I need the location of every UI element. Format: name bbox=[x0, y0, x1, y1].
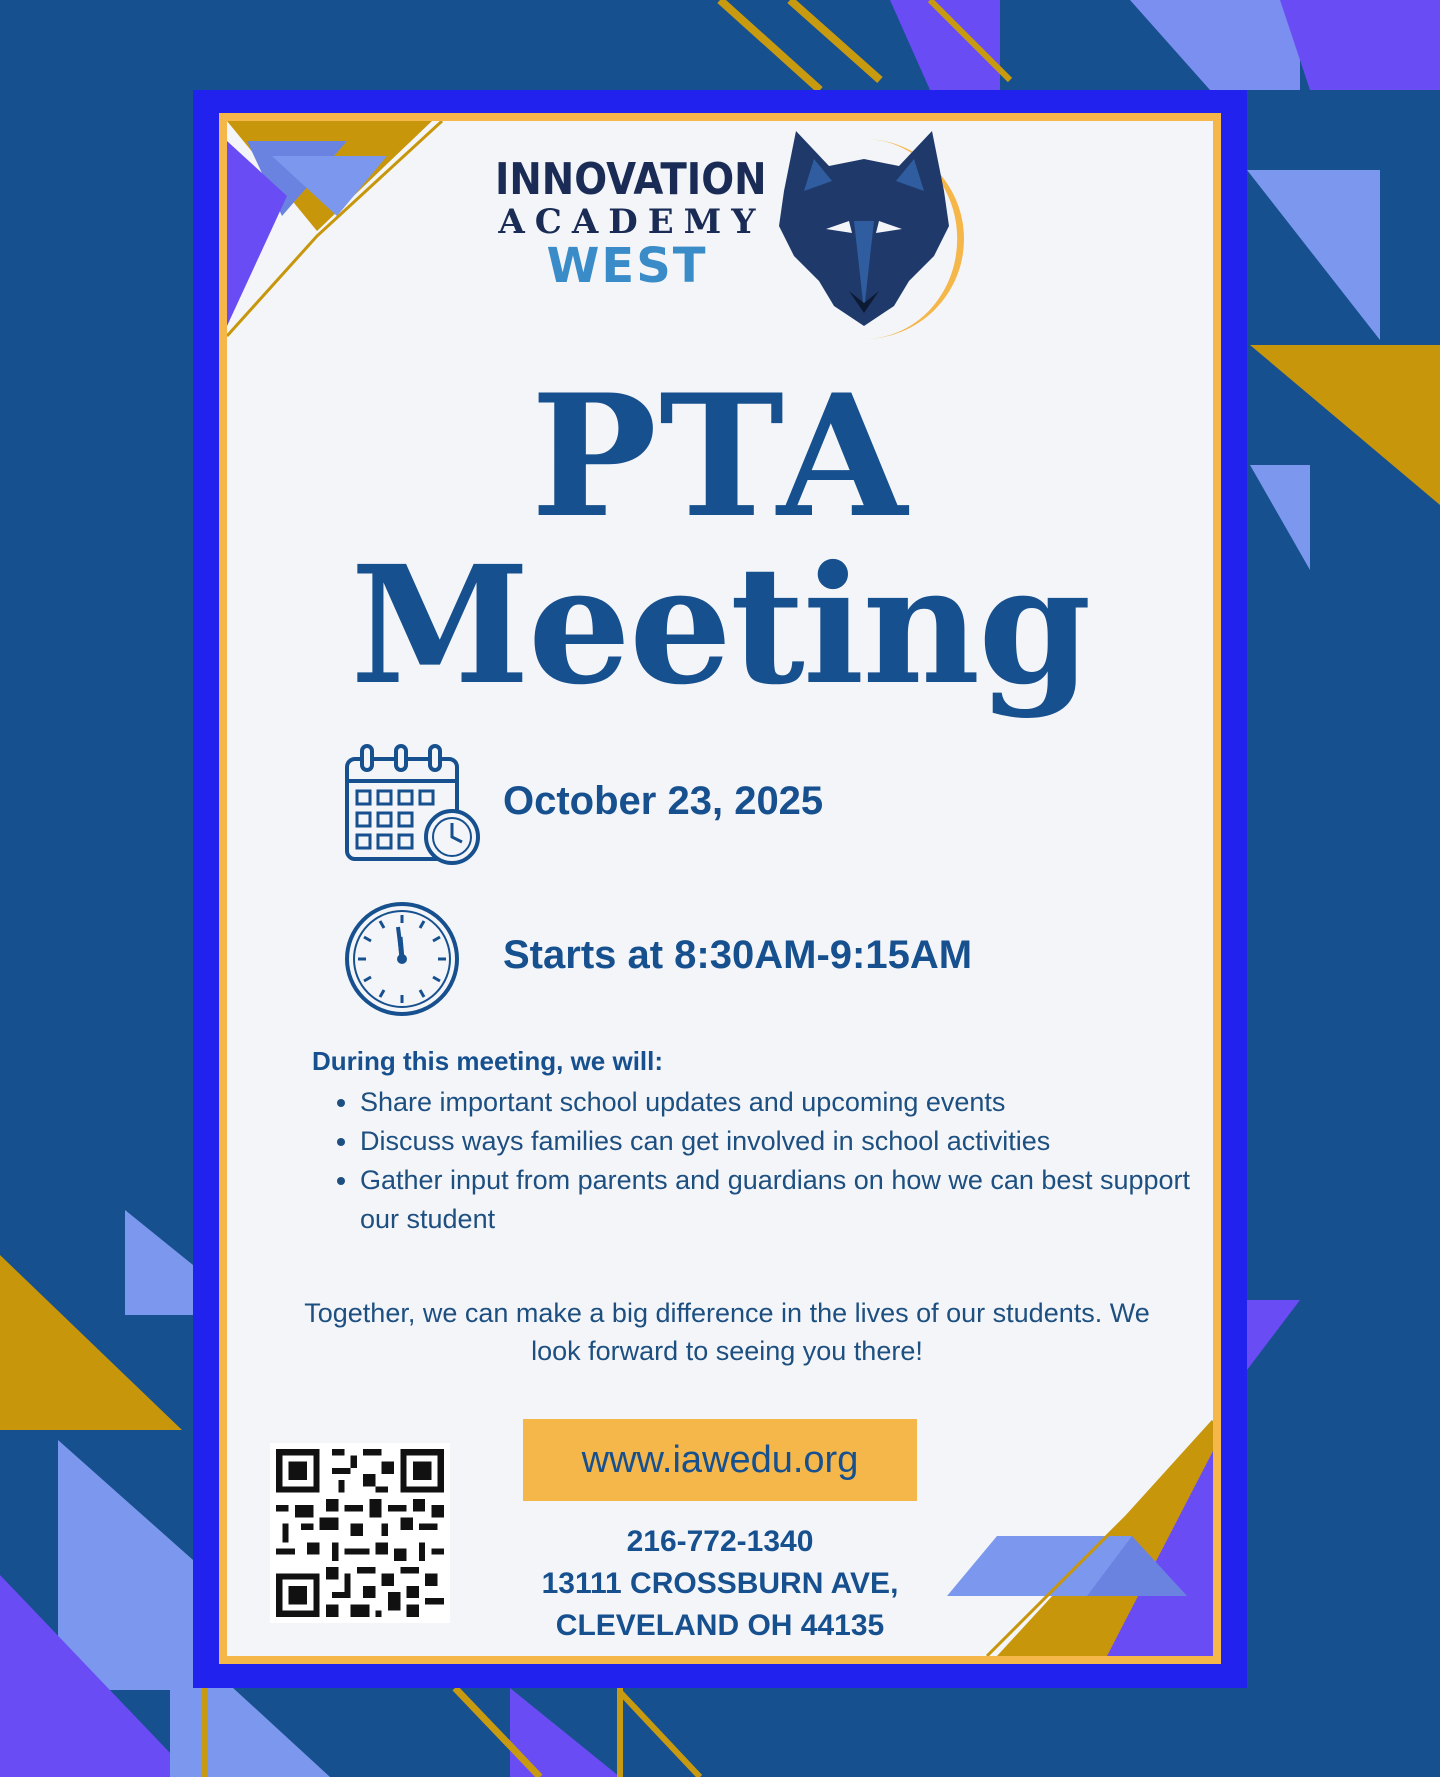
address-line-2: CLEVELAND OH 44135 bbox=[555, 1609, 885, 1642]
phone-number: 216-772-1340 bbox=[626, 1525, 814, 1558]
clock-icon bbox=[342, 899, 462, 1019]
page-title-pta: PTA bbox=[530, 357, 910, 555]
logo-line-west: WEST bbox=[546, 238, 708, 294]
flyer-paper bbox=[227, 121, 1213, 1656]
page-title-meeting: Meeting bbox=[350, 531, 1090, 721]
event-time: Starts at 8:30AM-9:15AM bbox=[503, 933, 973, 977]
wolf-crescent-icon bbox=[744, 121, 984, 341]
agenda-item: • Gather input from parents and guardians on how we can best support our student bbox=[360, 1161, 1190, 1239]
qr-code-icon[interactable] bbox=[270, 1443, 450, 1623]
logo-line-academy: ACADEMY bbox=[498, 202, 766, 242]
closing-message: Together, we can make a big difference in the lives of our students. We look forward to seeing you there! bbox=[304, 1298, 1150, 1366]
website-link[interactable]: www.iawedu.org bbox=[523, 1419, 917, 1501]
event-date: October 23, 2025 bbox=[503, 779, 824, 823]
agenda-item: • Share important school updates and upcoming events bbox=[360, 1083, 1190, 1122]
address-line-1: 13111 CROSSBURN AVE, bbox=[541, 1567, 899, 1600]
agenda-list bbox=[312, 1083, 1190, 1239]
calendar-clock-icon bbox=[344, 741, 484, 866]
agenda-intro: During this meeting, we will: bbox=[312, 1046, 664, 1076]
logo-line-innovation: INNOVATION bbox=[495, 154, 767, 205]
school-logo-text bbox=[477, 156, 777, 292]
agenda-item: • Discuss ways families can get involved in school activities bbox=[360, 1122, 1190, 1161]
